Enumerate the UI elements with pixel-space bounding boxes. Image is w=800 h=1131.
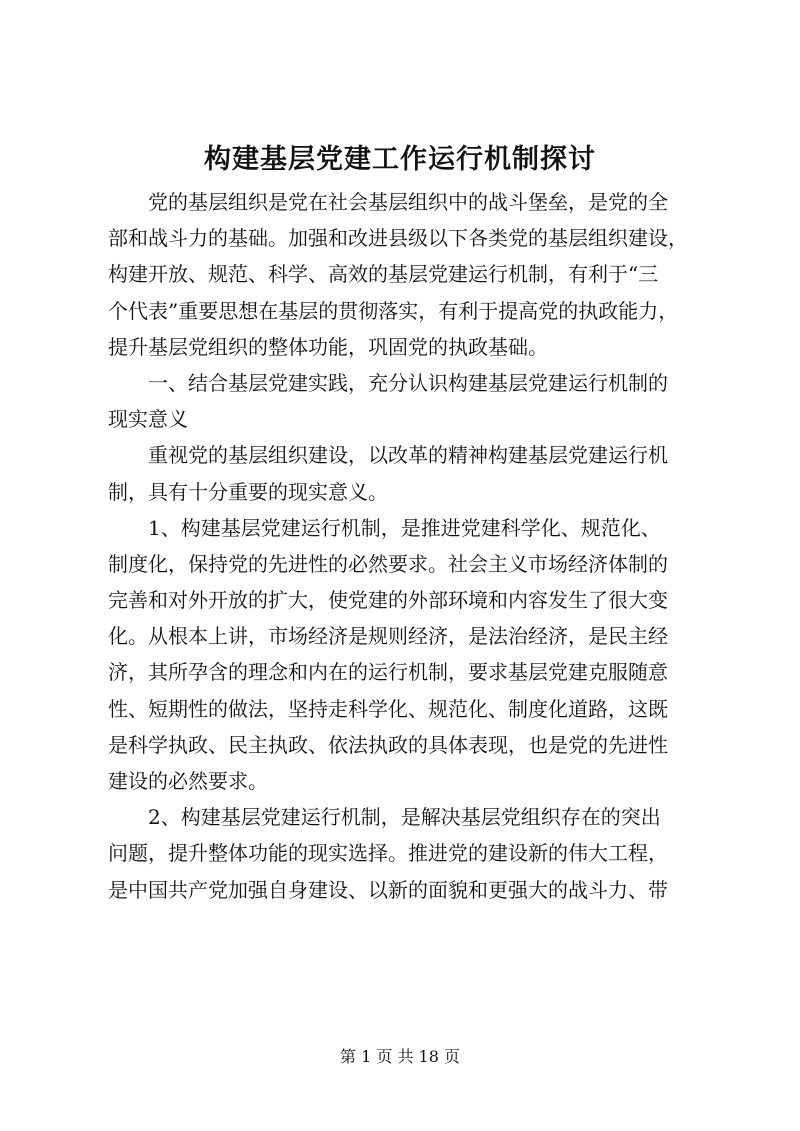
paragraph-line: 是科学执政、民主执政、依法执政的具体表现，也是党的先进性 <box>108 732 668 757</box>
paragraph-line: 化。从根本上讲，市场经济是规则经济，是法治经济，是民主经 <box>108 624 668 649</box>
paragraph-line: 济，其所孕含的理念和内在的运行机制，要求基层党建克服随意 <box>108 660 668 685</box>
paragraph-line: 2、构建基层党建运行机制，是解决基层党组织存在的突出 <box>148 805 661 830</box>
paragraph-significance <box>108 437 708 509</box>
paragraph-line: 制度化，保持党的先进性的必然要求。社会主义市场经济体制的 <box>108 551 668 576</box>
document-body <box>108 184 708 908</box>
paragraph-line: 制，具有十分重要的现实意义。 <box>108 479 388 504</box>
document-title: 构建基层党建工作运行机制探讨 <box>204 144 596 175</box>
paragraph-line: 党的基层组织是党在社会基层组织中的战斗堡垒，是党的全 <box>148 190 668 214</box>
paragraph-intro <box>108 184 708 365</box>
paragraph-line: 是中国共产党加强自身建设、以新的面貌和更强大的战斗力、带 <box>108 877 668 902</box>
paragraph-line: 构建开放、规范、科学、高效的基层党建运行机制，有利于“三 <box>108 262 659 287</box>
paragraph-line: 1、构建基层党建运行机制，是推进党建科学化、规范化、 <box>148 515 661 540</box>
paragraph-line: 现实意义 <box>108 407 188 432</box>
paragraph-line: 完善和对外开放的扩大，使党建的外部环境和内容发生了很大变 <box>108 588 668 613</box>
paragraph-line: 部和战斗力的基础。加强和改进县级以下各类党的基层组织建设， <box>108 226 688 251</box>
paragraph-line: 建设的必然要求。 <box>108 769 268 793</box>
paragraph-line: 问题，提升整体功能的现实选择。推进党的建设新的伟大工程， <box>108 841 668 866</box>
paragraph-line: 一、结合基层党建实践，充分认识构建基层党建运行机制的 <box>148 370 668 395</box>
paragraph-line: 重视党的基层组织建设，以改革的精神构建基层党建运行机 <box>148 443 668 468</box>
section-heading-1 <box>108 365 708 437</box>
page-footer: 第 1 页 共 18 页 <box>340 1047 460 1066</box>
paragraph-line: 性、短期性的做法，坚持走科学化、规范化、制度化道路，这既 <box>108 696 668 721</box>
paragraph-point-2 <box>108 799 708 908</box>
paragraph-line: 提升基层党组织的整体功能，巩固党的执政基础。 <box>108 334 548 359</box>
paragraph-line: 个代表”重要思想在基层的贯彻落实，有利于提高党的执政能力， <box>108 298 679 323</box>
paragraph-point-1 <box>108 510 708 800</box>
